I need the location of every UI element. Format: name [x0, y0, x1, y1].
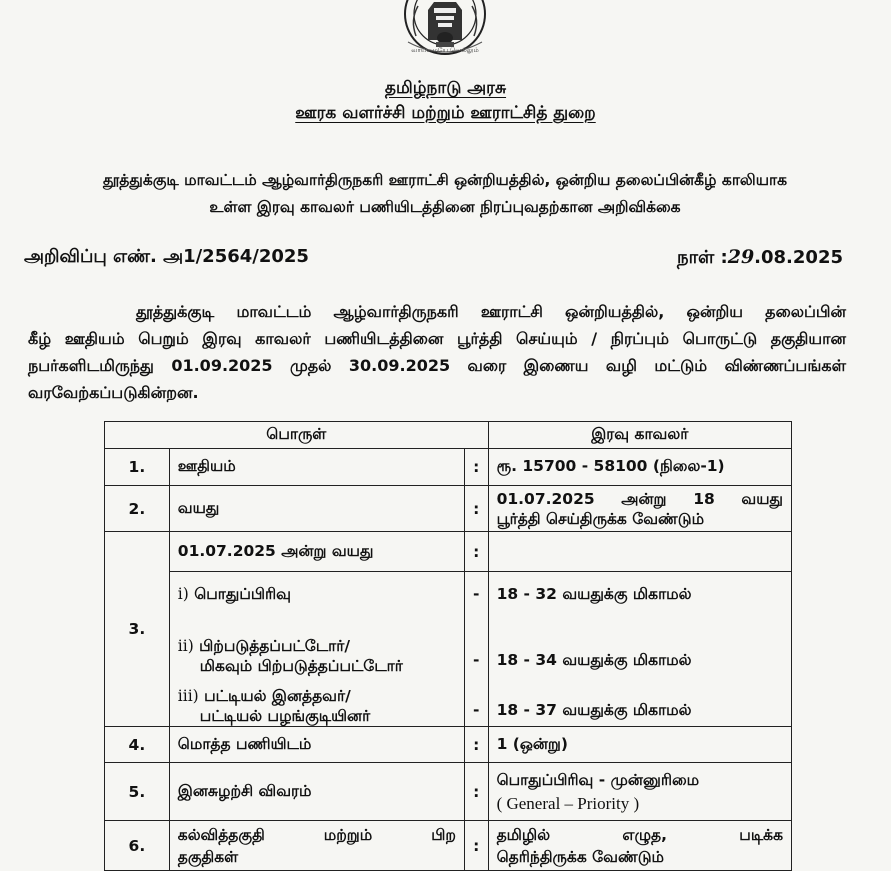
table-header-row: [105, 422, 792, 449]
table-row-age-limits: [105, 572, 792, 727]
row-label: ஊதியம்: [169, 449, 464, 486]
government-title: தமிழ்நாடு அரசு: [384, 78, 507, 98]
row-value-line: தமிழில் எழுத, படிக்க: [496, 825, 783, 844]
age-category: ii) பிற்படுத்தப்பட்டோர்/ மிகவும் பிற்படுத்தப்பட்டோர்: [177, 637, 403, 675]
row-value-line: ( General – Priority ): [496, 793, 640, 813]
row-label: மொத்த பணியிடம்: [169, 727, 464, 763]
age-dash-column: - - -: [464, 572, 488, 727]
row-value-line: பூர்த்தி செய்திருக்க வேண்டும்: [496, 509, 705, 528]
row-colon: :: [464, 763, 488, 821]
row-label: வயது: [169, 486, 464, 532]
row-value-line: 01.07.2025 அன்று 18 வயது: [496, 489, 783, 508]
row-number: 3.: [105, 532, 170, 727]
body-paragraph: [28, 298, 846, 406]
header-post: இரவு காவலர்: [488, 422, 791, 449]
age-category: i) பொதுப்பிரிவு: [177, 585, 292, 603]
table-row: [105, 727, 792, 763]
age-category-list: [169, 572, 464, 727]
row-value: 1 (ஒன்று): [488, 727, 791, 763]
date-label: நாள் :: [677, 247, 728, 268]
table-row: [105, 449, 792, 486]
row-number: 6.: [105, 821, 170, 871]
body-line-1: தூத்துக்குடி மாவட்டம் ஆழ்வார்திருநகரி ஊராட்சி ஒன்றியத்தில், ஒன்றிய தலைப்பின்: [136, 302, 846, 321]
row-value: [488, 486, 791, 532]
row-number: 5.: [105, 763, 170, 821]
row-value: [488, 821, 791, 871]
date-month-year: .08.2025: [754, 247, 843, 268]
age-limit: 18 - 34 வயதுக்கு மிகாமல்: [496, 651, 692, 669]
row-label: 01.07.2025 அன்று வயது: [169, 532, 464, 572]
row-number: 4.: [105, 727, 170, 763]
row-colon: :: [464, 727, 488, 763]
row-value-line: பொதுப்பிரிவு - முன்னுரிமை: [496, 770, 700, 789]
emblem-motto: வாய்மையே வெல்லும்: [411, 46, 479, 54]
age-category: iii) பட்டியல் இனத்தவர்/ பட்டியல் பழங்குடியினர்: [177, 687, 371, 725]
row-value: [488, 763, 791, 821]
row-colon: :: [464, 532, 488, 572]
row-label: [169, 821, 464, 871]
header-subject: பொருள்: [105, 422, 489, 449]
table-row: [105, 763, 792, 821]
age-limit-values: [488, 572, 791, 727]
notice-number: அறிவிப்பு எண். அ1/2564/2025: [24, 246, 309, 267]
row-value-empty: [488, 532, 791, 572]
table-row: [105, 486, 792, 532]
row-label-line: தகுதிகள்: [177, 847, 239, 866]
subject-line-2: உள்ள இரவு காவலர் பணியிடத்தினை நிரப்புவதற்கான அறிவிக்கை: [209, 198, 681, 216]
age-limit: 18 - 37 வயதுக்கு மிகாமல்: [496, 701, 692, 719]
row-number: 1.: [105, 449, 170, 486]
row-label: இனசுழற்சி விவரம்: [169, 763, 464, 821]
notice-date: [677, 246, 843, 270]
table-row: [105, 532, 792, 572]
table-row: [105, 821, 792, 871]
body-line-2: கீழ் ஊதியம் பெறும் இரவு காவலர் பணியிடத்தினை பூர்த்தி செய்யும் / நிரப்பும் பொருட்டு தகுதியான: [28, 329, 846, 348]
row-colon: :: [464, 449, 488, 486]
row-colon: :: [464, 821, 488, 871]
row-value-line: தெரிந்திருக்க வேண்டும்: [496, 847, 664, 866]
body-line-3: நபர்களிடமிருந்து 01.09.2025 முதல் 30.09.2025 வரை இணைய வழி மட்டும் விண்ணப்பங்கள்: [28, 356, 846, 375]
row-label-line: கல்வித்தகுதி மற்றும் பிற: [177, 825, 456, 844]
row-number: 2.: [105, 486, 170, 532]
age-limit: 18 - 32 வயதுக்கு மிகாமல்: [496, 585, 692, 603]
row-value: ரூ. 15700 - 58100 (நிலை-1): [488, 449, 791, 486]
row-colon: :: [464, 486, 488, 532]
subject-line-1: தூத்துக்குடி மாவட்டம் ஆழ்வார்திருநகரி ஊராட்சி ஒன்றியத்தில், ஒன்றிய தலைப்பின்கீழ் காலியாக: [102, 171, 788, 189]
eligibility-table: [104, 421, 792, 871]
department-title: ஊரக வளர்ச்சி மற்றும் ஊராட்சித் துறை: [295, 103, 596, 123]
body-line-4: வரவேற்கப்படுகின்றன.: [28, 383, 199, 402]
date-day-handwritten: 29: [727, 246, 755, 268]
